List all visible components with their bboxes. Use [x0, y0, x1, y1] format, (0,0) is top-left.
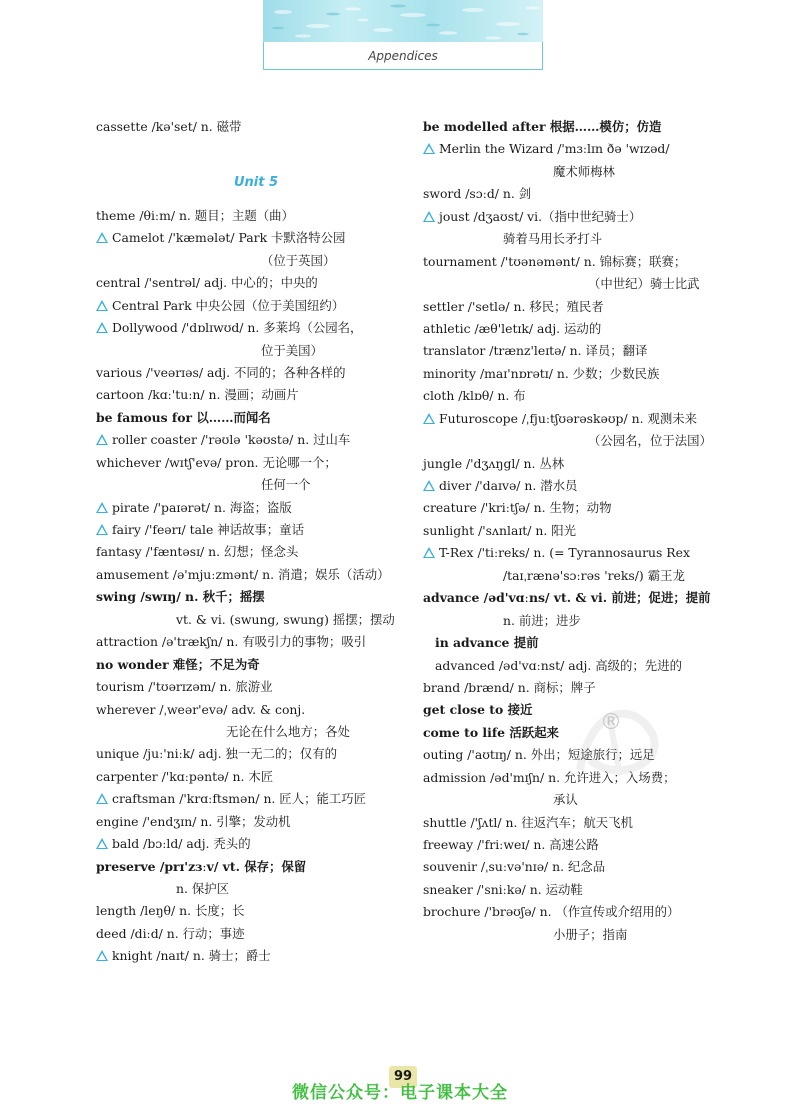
- vocab-text: various /'veərɪəs/ adj. 不同的；各种各样的: [96, 364, 346, 380]
- vocab-line: [423, 632, 723, 654]
- vocab-line: [423, 565, 723, 587]
- vocab-text: diver /'daɪvə/ n. 潜水员: [439, 478, 578, 493]
- vocab-text: knight /naɪt/ n. 骑士；爵士: [112, 948, 271, 964]
- vocab-line: [423, 206, 723, 228]
- triangle-marker-icon: [423, 143, 435, 154]
- vocab-text: fantasy /'fæntəsɪ/ n. 幻想；怪念头: [96, 544, 299, 560]
- vocab-text: craftsman /'krɑːftsmən/ n. 匠人；能工巧匠: [112, 791, 367, 807]
- vocab-line: [423, 856, 723, 878]
- vocab-text: be famous for 以……而闻名: [96, 409, 271, 425]
- vocab-line: [423, 408, 723, 430]
- vocab-line: [423, 296, 723, 318]
- vocab-text: Dollywood /'dɒlɪwʊd/ n. 多莱坞（公园名，: [112, 320, 363, 336]
- vocab-text: /taɪˌrænə'sɔːrəs 'reks/) 霸王龙: [503, 567, 685, 583]
- vocab-text: bald /bɔːld/ adj. 秃头的: [112, 836, 251, 852]
- vocab-line: [423, 789, 723, 811]
- vocab-text: admission /əd'mɪʃn/ n. 允许进入；入场费；: [423, 769, 676, 785]
- vocab-line: [423, 610, 723, 632]
- vocab-line: [423, 542, 723, 564]
- vocab-text: T-Rex /'tiːreks/ n. (= Tyrannosaurus Rex: [439, 545, 690, 561]
- vocab-text: souvenir /ˌsuːvə'nɪə/ n. 纪念品: [423, 859, 606, 875]
- vocab-text: deed /diːd/ n. 行动；事迹: [96, 925, 245, 941]
- vocab-line: [423, 924, 723, 946]
- vocab-text: minority /maɪ'nɒrətɪ/ n. 少数；少数民族: [423, 365, 660, 381]
- vocab-text: outing /'aʊtɪŋ/ n. 外出；短途旅行；远足: [423, 747, 655, 763]
- vocab-text: vt. & vi. (swung, swung) 摇摆；摆动: [176, 611, 395, 627]
- vocab-line: [423, 251, 723, 273]
- vocab-text: sword /sɔːd/ n. 剑: [423, 186, 532, 202]
- vocab-text: cartoon /kɑː'tuːn/ n. 漫画；动画片: [96, 387, 299, 403]
- vocab-text: carpenter /'kɑːpəntə/ n. 木匠: [96, 768, 274, 784]
- vocab-text: cloth /klɒθ/ n. 布: [423, 388, 526, 404]
- vocab-line: [96, 878, 416, 900]
- vocab-text: 承认: [553, 792, 578, 808]
- vocab-text: come to life 活跃起来: [423, 724, 559, 740]
- vocab-line: [96, 429, 416, 451]
- vocab-line: [96, 856, 416, 878]
- vocab-line: [423, 901, 723, 923]
- vocab-line: [96, 116, 416, 138]
- vocab-line: [423, 340, 723, 362]
- vocab-line: [423, 161, 723, 183]
- vocab-line: [96, 586, 416, 608]
- footer-text: 微信公众号：电子课本大全: [292, 1083, 508, 1103]
- vocab-text: （位于英国）: [261, 252, 336, 268]
- vocab-text: translator /trænz'leɪtə/ n. 译员；翻译: [423, 343, 648, 359]
- vocab-line: [96, 340, 416, 362]
- page-number: 99: [389, 1066, 417, 1088]
- right-column: [423, 116, 723, 946]
- vocab-line: [96, 250, 416, 272]
- vocab-line: [423, 385, 723, 407]
- vocab-text: （中世纪）骑士比武: [588, 276, 700, 292]
- vocab-line: [96, 317, 416, 339]
- vocab-text: whichever /wɪtʃ'evə/ pron. 无论哪一个；: [96, 454, 337, 470]
- vocab-line: [423, 834, 723, 856]
- vocab-text: tourism /'tʊərɪzəm/ n. 旅游业: [96, 679, 273, 695]
- vocab-line: [423, 475, 723, 497]
- vocab-text: settler /'setlə/ n. 移民；殖民者: [423, 298, 604, 314]
- vocab-text: Futuroscope /ˌfjuːtʃʊərəskəʊp/ n. 观测未来: [439, 410, 698, 426]
- vocab-line: [96, 631, 416, 653]
- vocab-text: （公园名，位于法国）: [588, 433, 712, 449]
- header-decoration: [263, 0, 543, 42]
- vocab-text: 骑着马用长矛打斗: [503, 231, 603, 247]
- vocab-text: 无论在什么地方；各处: [226, 723, 350, 739]
- section-title: Appendices: [263, 42, 543, 70]
- vocab-line: [96, 541, 416, 563]
- vocab-text: get close to 接近: [423, 702, 533, 718]
- vocab-text: tournament /'tʊənəmənt/ n. 锦标赛；联赛；: [423, 253, 687, 269]
- vocab-line: [96, 384, 416, 406]
- vocab-text: theme /θiːm/ n. 题目；主题（曲）: [96, 207, 294, 223]
- vocab-line: [423, 879, 723, 901]
- vocab-line: [96, 272, 416, 294]
- vocab-line: [423, 722, 723, 744]
- vocab-text: unique /juː'niːk/ adj. 独一无二的；仅有的: [96, 746, 337, 762]
- vocab-line: [423, 116, 723, 138]
- vocab-text: engine /'endʒɪn/ n. 引擎；发动机: [96, 813, 291, 829]
- vocab-line: [423, 767, 723, 789]
- header-pattern: [263, 0, 543, 42]
- vocab-text: joust /dʒaʊst/ vi.（指中世纪骑士）: [439, 208, 642, 224]
- vocab-line: [423, 138, 723, 160]
- triangle-marker-icon: [96, 232, 108, 243]
- vocab-line: [96, 743, 416, 765]
- triangle-marker-icon: [423, 547, 435, 558]
- vocab-text: no wonder 难怪；不足为奇: [96, 656, 260, 672]
- vocab-line: [96, 519, 416, 541]
- triangle-marker-icon: [96, 502, 108, 513]
- unit-heading: [96, 161, 416, 205]
- vocab-text: 魔术师梅林: [553, 163, 615, 179]
- vocab-text: wherever /ˌweər'evə/ adv. & conj.: [96, 701, 306, 717]
- vocab-text: sunlight /'sʌnlaɪt/ n. 阳光: [423, 522, 577, 538]
- vocab-line: [96, 295, 416, 317]
- vocab-text: athletic /æθ'letɪk/ adj. 运动的: [423, 320, 602, 336]
- vocab-text: jungle /'dʒʌŋgl/ n. 丛林: [423, 455, 565, 471]
- vocab-line: [96, 205, 416, 227]
- vocab-line: [423, 453, 723, 475]
- triangle-marker-icon: [423, 480, 435, 491]
- vocab-line: [423, 363, 723, 385]
- vocab-line: [96, 945, 416, 967]
- vocab-line: [96, 811, 416, 833]
- vocab-text: n. 保护区: [176, 881, 230, 896]
- vocab-line: [96, 564, 416, 586]
- vocab-text: be modelled after 根据……模仿；仿造: [423, 119, 662, 134]
- vocab-line: [96, 923, 416, 945]
- vocab-line: [96, 721, 416, 743]
- vocab-line: [423, 520, 723, 542]
- vocab-text: attraction /ə'trækʃn/ n. 有吸引力的事物；吸引: [96, 634, 367, 650]
- vocab-line: [96, 138, 416, 160]
- vocab-line: [96, 900, 416, 922]
- vocab-text: Merlin the Wizard /'mɜːlɪn ðə 'wɪzəd/: [439, 141, 670, 157]
- triangle-marker-icon: [96, 300, 108, 311]
- vocab-text: n. 前进；进步: [503, 612, 581, 628]
- left-column: [96, 116, 416, 968]
- vocab-line: [96, 833, 416, 855]
- vocab-line: [96, 699, 416, 721]
- vocab-text: sneaker /'sniːkə/ n. 运动鞋: [423, 881, 583, 897]
- vocab-line: [423, 699, 723, 721]
- vocab-line: [96, 452, 416, 474]
- vocab-line: [96, 766, 416, 788]
- vocab-text: brand /brænd/ n. 商标；牌子: [423, 679, 596, 695]
- vocab-line: [423, 273, 723, 295]
- vocab-line: [96, 497, 416, 519]
- registered-mark: ®: [600, 710, 622, 735]
- vocab-text: preserve /prɪ'zɜːv/ vt. 保存；保留: [96, 858, 307, 874]
- vocab-line: [423, 677, 723, 699]
- vocab-line: [96, 654, 416, 676]
- triangle-marker-icon: [96, 793, 108, 804]
- vocab-text: length /leŋθ/ n. 长度；长: [96, 903, 245, 919]
- vocab-line: [423, 318, 723, 340]
- vocab-line: [96, 788, 416, 810]
- vocab-text: advance /əd'vɑːns/ vt. & vi. 前进；促进；提前: [423, 590, 711, 606]
- vocab-text: in advance 提前: [435, 635, 539, 651]
- vocab-text: 任何一个: [261, 477, 311, 493]
- vocab-text: advanced /əd'vɑːnst/ adj. 高级的；先进的: [435, 657, 682, 673]
- vocab-text: freeway /'friːweɪ/ n. 高速公路: [423, 837, 599, 852]
- vocab-text: central /'sentrəl/ adj. 中心的；中央的: [96, 275, 318, 291]
- vocab-line: [423, 587, 723, 609]
- vocab-text: fairy /'feərɪ/ tale 神话故事；童话: [112, 522, 304, 537]
- vocab-text: creature /'kriːtʃə/ n. 生物；动物: [423, 500, 612, 516]
- triangle-marker-icon: [423, 413, 435, 424]
- vocab-line: [423, 430, 723, 452]
- vocab-line: [96, 407, 416, 429]
- vocab-text: Central Park 中央公园（位于美国纽约）: [112, 297, 345, 313]
- vocab-text: 小册子；指南: [553, 926, 628, 942]
- vocab-text: 位于美国）: [261, 342, 323, 358]
- vocab-line: [96, 609, 416, 631]
- vocab-line: [96, 474, 416, 496]
- triangle-marker-icon: [96, 434, 108, 445]
- vocab-text: roller coaster /'rəʊlə 'kəʊstə/ n. 过山车: [112, 432, 351, 448]
- vocab-line: [423, 497, 723, 519]
- vocab-text: cassette /kə'set/ n. 磁带: [96, 119, 242, 134]
- vocab-line: [423, 812, 723, 834]
- vocab-line: [423, 228, 723, 250]
- triangle-marker-icon: [96, 524, 108, 535]
- triangle-marker-icon: [96, 838, 108, 849]
- vocab-line: [423, 183, 723, 205]
- vocab-line: [423, 655, 723, 677]
- vocab-text: Camelot /'kæmələt/ Park 卡默洛特公园: [112, 230, 346, 246]
- vocab-text: amusement /ə'mjuːzmənt/ n. 消遣；娱乐（活动）: [96, 566, 390, 582]
- vocab-text: brochure /'brəʊʃə/ n. （作宣传或介绍用的）: [423, 904, 680, 920]
- triangle-marker-icon: [96, 950, 108, 961]
- vocab-text: Unit 5: [233, 174, 279, 190]
- triangle-marker-icon: [96, 322, 108, 333]
- vocab-line: [423, 744, 723, 766]
- vocab-text: shuttle /'ʃʌtl/ n. 往返汽车；航天飞机: [423, 814, 633, 830]
- vocab-line: [96, 676, 416, 698]
- vocab-line: [96, 227, 416, 249]
- triangle-marker-icon: [423, 211, 435, 222]
- vocab-text: swing /swɪŋ/ n. 秋千；摇摆: [96, 589, 265, 605]
- vocab-line: [96, 362, 416, 384]
- vocab-text: pirate /'paɪərət/ n. 海盗；盗版: [112, 499, 292, 515]
